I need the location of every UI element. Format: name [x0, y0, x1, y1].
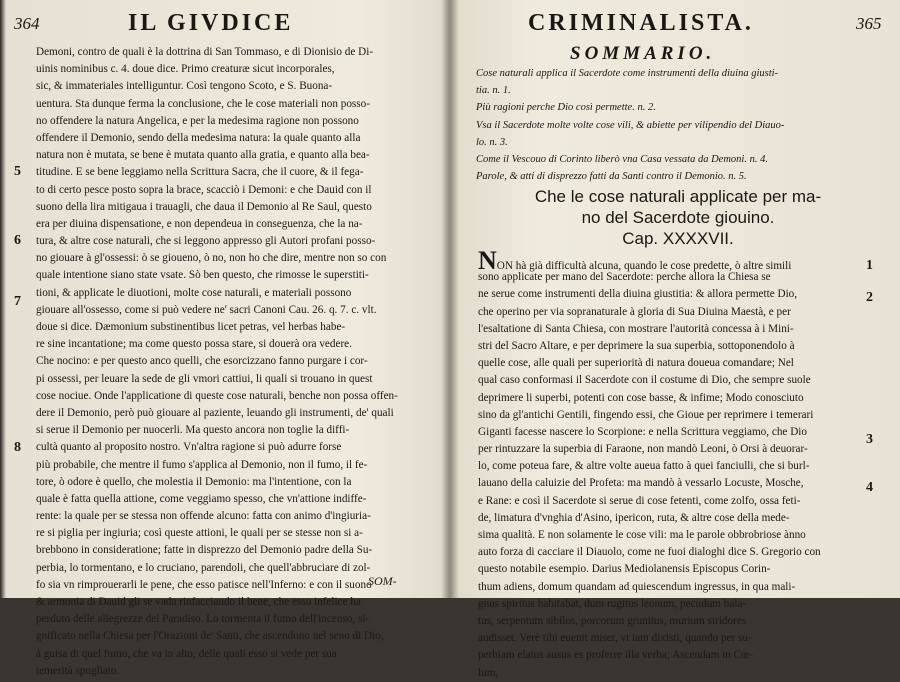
- text-line: rente: la quale per se stessa non offende alcuno: fatta con animo d'ingiuria-: [36, 510, 371, 523]
- chapter-heading-line: no del Sacerdote giouino.: [581, 208, 775, 227]
- text-line: Parole, & atti di disprezzo fatti da Santi contro il Demonio. n. 5.: [476, 171, 747, 183]
- text-line: gnus spiritus habitabat, dum rugitus leonum, pecudum bala-: [478, 597, 747, 610]
- text-line: tura, & altre cose naturali, che si leggono appresso gli Autori profani posso-: [36, 235, 376, 248]
- text-line: questo notabile esempio. Darius Mediolanensis Episcopus Corin-: [478, 563, 771, 576]
- text-line: e Rane: e così il Sacerdote si serue di cose fetenti, come zolfo, ossa feti-: [478, 494, 801, 507]
- text-line: Cose naturali applica il Sacerdote come instrumenti della diuina giusti-: [476, 68, 779, 79]
- page-number: 364: [14, 14, 40, 33]
- text-line: thum adiens, domum quandam ad quiescendum ingressus, in qua mali-: [478, 580, 796, 593]
- margin-number: 7: [14, 294, 21, 309]
- text-line: cose nociue. Onde l'applicatione di queste cose naturali, benche non possa offen-: [36, 389, 398, 402]
- text-line: lauano della caluizie del Profeta: ma mandò à vessarlo Locuste, Mosche,: [478, 477, 804, 490]
- text-line: temerità spogliato.: [36, 664, 120, 677]
- text-line: Come il Vescouo di Corinto liberò vna Casa vessata da Demoni. n. 4.: [476, 153, 768, 165]
- text-line: re si piglia per ingiuria; così queste attioni, le quali per se stesse non si a-: [36, 527, 363, 540]
- margin-number: 2: [866, 290, 873, 305]
- text-line: suono della lira mitigaua i trauagli, che daua il Demonio al Re Saul, questo: [36, 200, 372, 213]
- text-line: quelle cose, alle quali per superiorità di natura doueua comandare; Nel: [478, 357, 794, 370]
- text-line: cultà quanto al proposito nostro. Vn'altra ragione si può adurre forse: [36, 441, 342, 454]
- text-line: re sine incantatione; ma come questo possa stare, si douerà ora vedere.: [36, 338, 352, 351]
- text-line: [478, 246, 852, 275]
- text-line: giouare all'ossesso, come si può vedere ne' sacri Canoni Cau. 26. q. 7. c. vlt.: [36, 303, 377, 316]
- text-line: perduto delle allegrezze del Paradiso. Lo tormenta il fumo dell'incenso, si-: [36, 613, 370, 626]
- text-line: dere il Demonio, però può giouare al paziente, leuando gli instrumenti, de' quali: [36, 406, 394, 419]
- text-line: auto forza di cacciare il Diauolo, come ne fuoi dialoghi dice S. Gregorio con: [478, 546, 821, 559]
- text-line: si serue il Demonio per nuocerli. Ma questo ancora non toglie la diffi-: [36, 424, 350, 437]
- text-line: titudine. E se bene leggiamo nella Scrittura Sacra, che il cuore, & il fega-: [36, 166, 364, 179]
- text-line: fo sia vn rimprouerarli le pene, che esso patisce nell'Inferno: e con il suono: [36, 578, 372, 591]
- text-line: lo, come poteua fare, & altre volte aueua fatto à quei fanciulli, che si burl-: [478, 460, 810, 473]
- text-line: to di certo pesce posto sopra la brace, scacciò i Demoni: e che Dauid con il: [36, 183, 372, 196]
- text-line: à guisa di quel fumo, che va in alto; delle quali esso si vede per sua: [36, 647, 337, 660]
- chapter-heading: [528, 186, 828, 249]
- text-line: no giouare à gl'ossessi: ò se gioueno, ò no, non ho che dire, mentre non so con: [36, 252, 387, 265]
- text-line: stri del Sacro Altare, e per deprimere la sua superbia, sottoponendolo à: [478, 339, 795, 352]
- right-page: [458, 0, 892, 679]
- drop-cap: N: [478, 246, 497, 275]
- text-line: de, limatura d'vnghia d'Asino, ipericon, ruta, & altre cose della mede-: [478, 511, 790, 524]
- running-head: CRIMINALISTA.: [528, 10, 754, 36]
- text-line: sic, & immateriales intelliguntur. Così tengono Scoto, e S. Buona-: [36, 80, 333, 93]
- text-line: perbiam elatus ausus es proferre illa verba; Ascendam in Cœ-: [478, 649, 753, 662]
- text-line: tus, serpentum sibilos, porcorum grunitus, murium stridores: [478, 614, 747, 627]
- text-line: più probabile, che mentre il fumo s'applica al Demonio, non il fumo, il fe-: [36, 458, 368, 471]
- catchword: SOM-: [368, 574, 397, 588]
- margin-number: 6: [14, 233, 21, 248]
- text-line: sino da gl'antichi Gentili, fingendo essi, che Gioue per reprimere i temerari: [478, 408, 814, 421]
- margin-number: 1: [866, 258, 873, 273]
- left-page: [10, 0, 450, 677]
- margin-number: 4: [866, 480, 873, 495]
- margin-number: 8: [14, 440, 21, 455]
- text-line: offendere il Demonio, sendo della medesima natura: la quale quanto alla: [36, 131, 361, 144]
- text-line: Più ragioni perche Dio così permette. n. 2.: [476, 102, 656, 114]
- text-line: brebbono in consideratione; fatte in disprezzo del Demonio padre della Su-: [36, 544, 373, 557]
- text-line: Vsa il Sacerdote molte volte cose vili, & abiette per vilipendio del Diauo-: [476, 119, 785, 131]
- sommario-list: [476, 66, 874, 186]
- text-line: doue si dice. Dæmonium substinentibus licet petras, vel herbas habe-: [36, 321, 346, 333]
- text-line: Demoni, contro de quali è la dottrina di San Tommaso, e di Dionisio de Di-: [36, 46, 374, 58]
- page-number: 365: [856, 14, 882, 33]
- margin-number: 5: [14, 164, 21, 179]
- text-line: sono applicate per mano del Sacerdote: perche allora la Chiesa se: [478, 271, 771, 284]
- text-line: ne serue come instrumenti della diuina giustitia: & allora permette Dio,: [478, 288, 798, 301]
- sommario-title: SOMMARIO.: [570, 43, 716, 64]
- text-line: era per diuina dispensatione, e non dependeua in conseguenza, che la na-: [36, 217, 363, 230]
- running-head: IL GIVDICE: [128, 10, 294, 36]
- text-line: qual caso conformasi il Sacerdote con il costume di Dio, che sempre suole: [478, 374, 811, 387]
- chapter-number: Cap. XXXXVII.: [622, 229, 734, 248]
- text-line: pi ossessi, per leuare la sede de gli vmori cattiui, li quali si trouano in quest: [36, 372, 373, 385]
- text-line: & armonia di Dauid gli se vada rinfacciando il bene, che esso infelice ha: [36, 596, 361, 608]
- margin-number: 3: [866, 432, 873, 447]
- text-line: per rintuzzare la superbia di Faraone, non mandò Leoni, ò Orsi à deuorar-: [478, 443, 808, 456]
- text-line: quale intentione siano state vsate. Sò ben questo, che rimosse le superstiti-: [36, 269, 369, 282]
- text-line: gnificato nella Chiesa per l'Orazioni de' Santi, che ascendono nel seno di Dio,: [36, 630, 384, 643]
- text-line: deprimere li superbi, potenti con cose basse, & infime; Modo conosciuto: [478, 391, 804, 404]
- text-line: Giganti facesse nascere lo Scorpione: e nella Scrittura veggiamo, che Dio: [478, 425, 807, 438]
- text-line: tioni, & applicate le diuotioni, molte cose naturali, e materiali possono: [36, 286, 352, 299]
- text-line: che operino per via sopranaturale à gloria di Sua Diuina Maestà, e per: [478, 305, 791, 318]
- text-line: uinis nominibus c. 4. doue dice. Primo creaturæ sicut incorporales,: [36, 63, 335, 76]
- text-line: audisset. Verè tibi euenit miser, vt iam dixisti, quando per su-: [478, 632, 752, 645]
- text-line: lum,: [478, 666, 499, 679]
- text-line: uentura. Sta dunque ferma la conclusione, che le cose materiali non posso-: [36, 97, 370, 110]
- text-line: quale è fatta quella attione, come veggiamo spesso, che vn'attione indiffe-: [36, 492, 367, 505]
- text-line: l'esaltatione di Santa Chiesa, con mostrare l'autorità concessa à i Mini-: [478, 322, 794, 335]
- chapter-heading-line: Che le cose naturali applicate per ma-: [534, 187, 822, 206]
- text-line-rest: ON hà già difficultà alcuna, quando le cose predette, ò altre simili: [496, 260, 792, 272]
- text-line: natura non è mutata, se bene è mutata quanto alla gratia, e quanto alla bea-: [36, 149, 370, 162]
- text-line: sima qualità. E non solamente le cose vili: ma le parole obbrobriose ànno: [478, 529, 806, 541]
- text-line: tore, ò odore è quello, che molestia il Demonio: ma l'intentione, con la: [36, 475, 352, 488]
- text-line: no offendere la natura Angelica, e per la medesima ragione non possono: [36, 114, 359, 127]
- body-text: [478, 246, 852, 682]
- text-line: perbia, lo tormentano, e lo cruciano, parendoli, che quell'abbruciare di zol-: [36, 561, 371, 574]
- text-line: Che nocino: e per questo anco quelli, che esorcizzano fanno purgare i cor-: [36, 355, 368, 368]
- text-line: lo. n. 3.: [476, 136, 508, 148]
- text-line: tia. n. 1.: [476, 85, 511, 97]
